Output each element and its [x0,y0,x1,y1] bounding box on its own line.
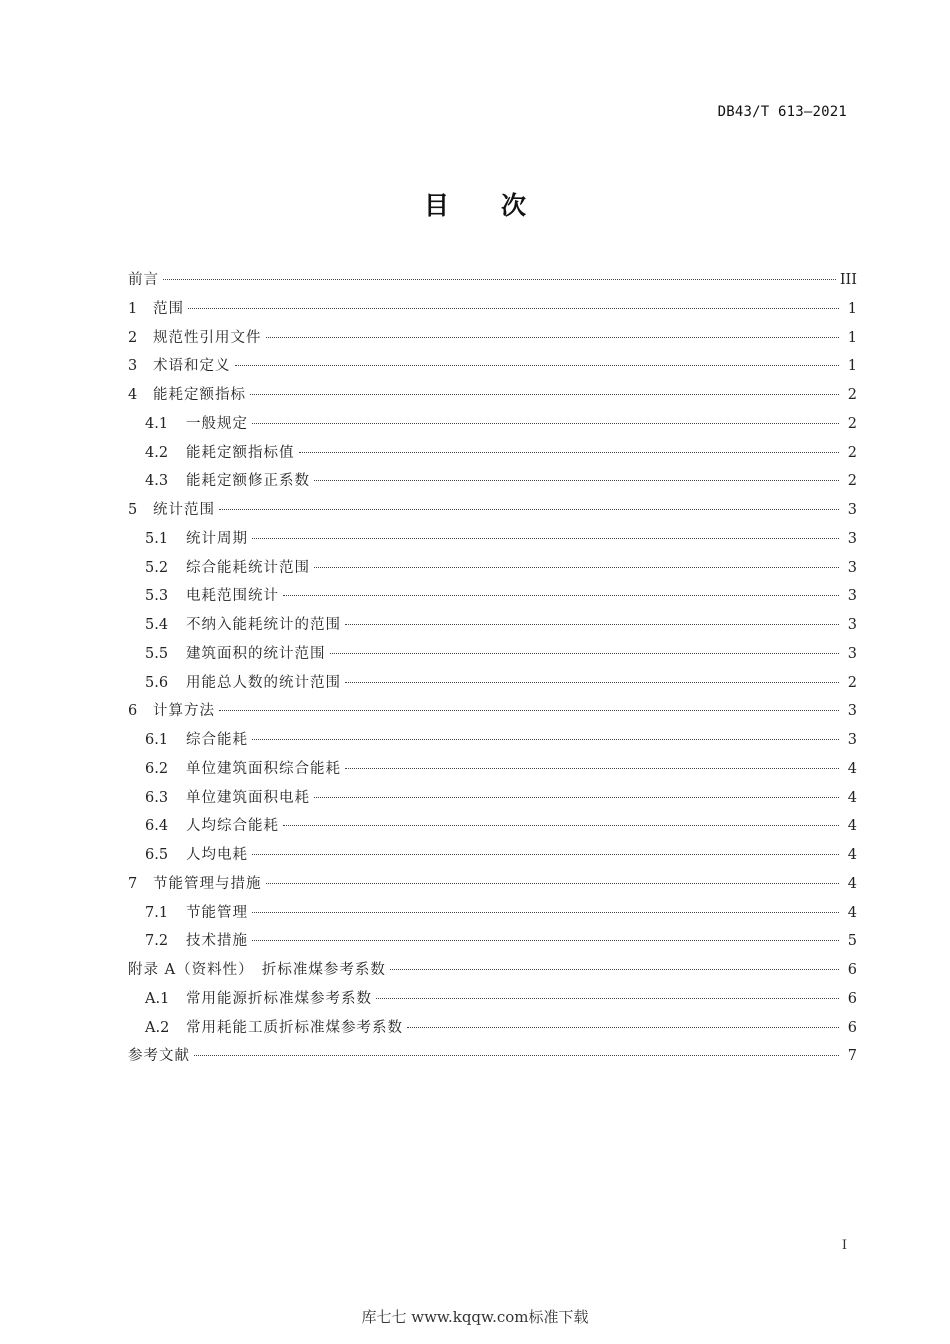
toc-entry-page: 3 [847,530,857,547]
toc-entry-label: 用能总人数的统计范围 [186,674,341,691]
toc-entry-page: 7 [847,1048,857,1065]
dot-leader [390,969,839,970]
toc-entry-label: 单位建筑面积电耗 [186,789,310,806]
watermark: 库七七 www.kqqw.com标准下载 [361,1308,589,1326]
toc-entry-label: 范围 [153,300,184,317]
toc-entry-page: 3 [847,732,857,748]
dot-leader [252,912,839,913]
toc-entry-page: 1 [847,329,857,346]
toc-entry-page: 3 [847,703,857,720]
dot-leader [252,538,839,539]
toc-entry[interactable] [128,412,857,441]
dot-leader [314,480,839,481]
toc-entry-label: 单位建筑面积综合能耗 [186,760,341,777]
toc-entry[interactable] [128,671,857,700]
title-char-2: 次 [501,191,527,220]
toc-entry[interactable] [128,297,857,326]
toc-entry-number: A.1 [145,990,170,1007]
toc-entry[interactable] [128,987,857,1016]
dot-leader [266,883,840,884]
toc-entry-page: 3 [847,502,857,518]
toc-entry[interactable] [128,929,857,958]
toc-entry-label: 技术措施 [186,933,248,950]
dot-leader [376,998,839,999]
toc-entry-number: 5.1 [145,530,169,547]
toc-entry[interactable] [128,1016,857,1045]
dot-leader [345,768,839,769]
table-of-contents [128,268,857,1073]
toc-entry-page: 3 [847,588,857,605]
toc-entry-page: 2 [847,415,857,432]
dot-leader [219,509,839,510]
dot-leader [299,452,840,453]
toc-entry-number: 7 [128,875,138,892]
toc-entry[interactable] [128,326,857,355]
toc-entry[interactable] [128,958,857,987]
toc-entry-number: 7.1 [145,904,169,921]
dot-leader [345,624,839,625]
toc-entry-number: 6.3 [145,789,169,806]
dot-leader [252,423,839,424]
toc-entry-label: 节能管理 [186,904,248,921]
toc-entry-label: 能耗定额指标 [153,387,246,403]
standard-code: DB43/T 613—2021 [717,104,847,120]
toc-entry-label: 统计周期 [186,530,248,547]
dot-leader [407,1027,839,1028]
toc-entry-number: 4.2 [145,444,169,461]
toc-entry-number: 7.2 [145,933,169,950]
dot-leader [283,595,839,596]
dot-leader [235,365,840,366]
toc-entry-page: 4 [847,760,857,777]
toc-entry-label: 节能管理与措施 [153,875,262,892]
toc-entry[interactable] [128,527,857,556]
toc-entry-page: 2 [847,674,857,691]
toc-entry[interactable] [128,498,857,527]
toc-entry-label: 人均电耗 [186,847,248,863]
dot-leader [252,739,839,740]
toc-entry-page: 6 [847,990,857,1007]
dot-leader [163,279,836,280]
toc-entry-page: 4 [847,818,857,835]
page-title [0,186,950,222]
toc-entry[interactable] [128,584,857,613]
toc-entry[interactable] [128,814,857,843]
toc-entry-number: 5.6 [145,674,169,691]
dot-leader [252,940,839,941]
toc-entry-page: 4 [847,904,857,921]
toc-entry-page: 2 [847,387,857,403]
toc-entry[interactable] [128,469,857,498]
toc-entry[interactable] [128,613,857,642]
dot-leader [266,337,840,338]
dot-leader [194,1055,839,1056]
toc-entry[interactable] [128,354,857,383]
toc-entry[interactable] [128,268,857,297]
toc-entry[interactable] [128,786,857,815]
toc-entry-label: 能耗定额指标值 [186,444,295,461]
toc-entry-label: 能耗定额修正系数 [186,473,310,490]
toc-entry-label: 统计范围 [153,502,215,518]
toc-entry-number: 5.3 [145,588,169,605]
toc-entry-number: 3 [128,358,138,375]
toc-entry-number: 6.1 [145,732,169,748]
dot-leader [345,682,839,683]
dot-leader [250,394,839,395]
toc-entry-label: 综合能耗统计范围 [186,559,310,576]
toc-entry-page: 6 [847,962,857,978]
toc-entry-label: 建筑面积的统计范围 [186,645,326,662]
toc-entry-label: 计算方法 [153,703,215,720]
toc-entry-number: 4.1 [145,415,169,432]
toc-entry-label: 人均综合能耗 [186,818,279,835]
toc-entry[interactable] [128,556,857,585]
page-number: I [841,1238,847,1253]
toc-entry[interactable] [128,383,857,412]
toc-entry-number: 6.5 [145,847,169,863]
toc-entry[interactable] [128,757,857,786]
toc-entry-page: 4 [847,875,857,892]
toc-entry-label: 参考文献 [128,1048,190,1065]
toc-entry-page: 4 [847,789,857,806]
toc-entry-label: 常用耗能工质折标准煤参考系数 [186,1019,403,1036]
toc-entry-label: 不纳入能耗统计的范围 [186,617,341,633]
toc-entry-page: 1 [847,300,857,317]
toc-entry-number: 6.2 [145,760,169,777]
toc-entry-page: 2 [847,444,857,461]
dot-leader [314,567,839,568]
dot-leader [330,653,840,654]
toc-entry-label: 综合能耗 [186,732,248,748]
toc-entry-number: 4 [128,387,138,403]
toc-entry-number: 2 [128,329,138,346]
toc-entry[interactable] [128,441,857,470]
toc-entry-number: 5.2 [145,559,169,576]
toc-entry-label: 电耗范围统计 [186,588,279,605]
toc-entry-page: 3 [847,645,857,662]
dot-leader [283,825,839,826]
toc-entry-number: A.2 [145,1019,170,1036]
toc-entry-number: 5.4 [145,617,169,633]
toc-entry-page: III [839,272,857,288]
dot-leader [188,308,839,309]
title-char-1: 目 [423,191,449,220]
toc-entry-label: 附录 A（资料性） 折标准煤参考系数 [128,962,386,978]
toc-entry-page: 2 [847,473,857,490]
toc-entry-page: 5 [847,933,857,950]
toc-entry[interactable] [128,642,857,671]
toc-entry-label: 前言 [128,272,159,288]
toc-entry-label: 常用能源折标准煤参考系数 [186,990,372,1007]
toc-entry-number: 5 [128,502,138,518]
toc-entry-number: 1 [128,300,138,317]
toc-entry-number: 6.4 [145,818,169,835]
toc-entry-page: 3 [847,617,857,633]
toc-entry-page: 4 [847,847,857,863]
toc-entry-page: 3 [847,559,857,576]
toc-entry[interactable] [128,872,857,901]
toc-entry[interactable] [128,901,857,930]
toc-entry-number: 4.3 [145,473,169,490]
dot-leader [314,797,839,798]
toc-entry[interactable] [128,728,857,757]
toc-entry-number: 5.5 [145,645,169,662]
toc-entry-number: 6 [128,703,138,720]
toc-entry[interactable] [128,843,857,872]
toc-entry-label: 规范性引用文件 [153,329,262,346]
toc-entry-page: 6 [847,1019,857,1036]
toc-entry-label: 一般规定 [186,415,248,432]
dot-leader [252,854,839,855]
toc-entry-label: 术语和定义 [153,358,231,375]
toc-entry-page: 1 [847,358,857,375]
toc-entry[interactable] [128,699,857,728]
dot-leader [219,710,839,711]
toc-entry[interactable] [128,1044,857,1073]
